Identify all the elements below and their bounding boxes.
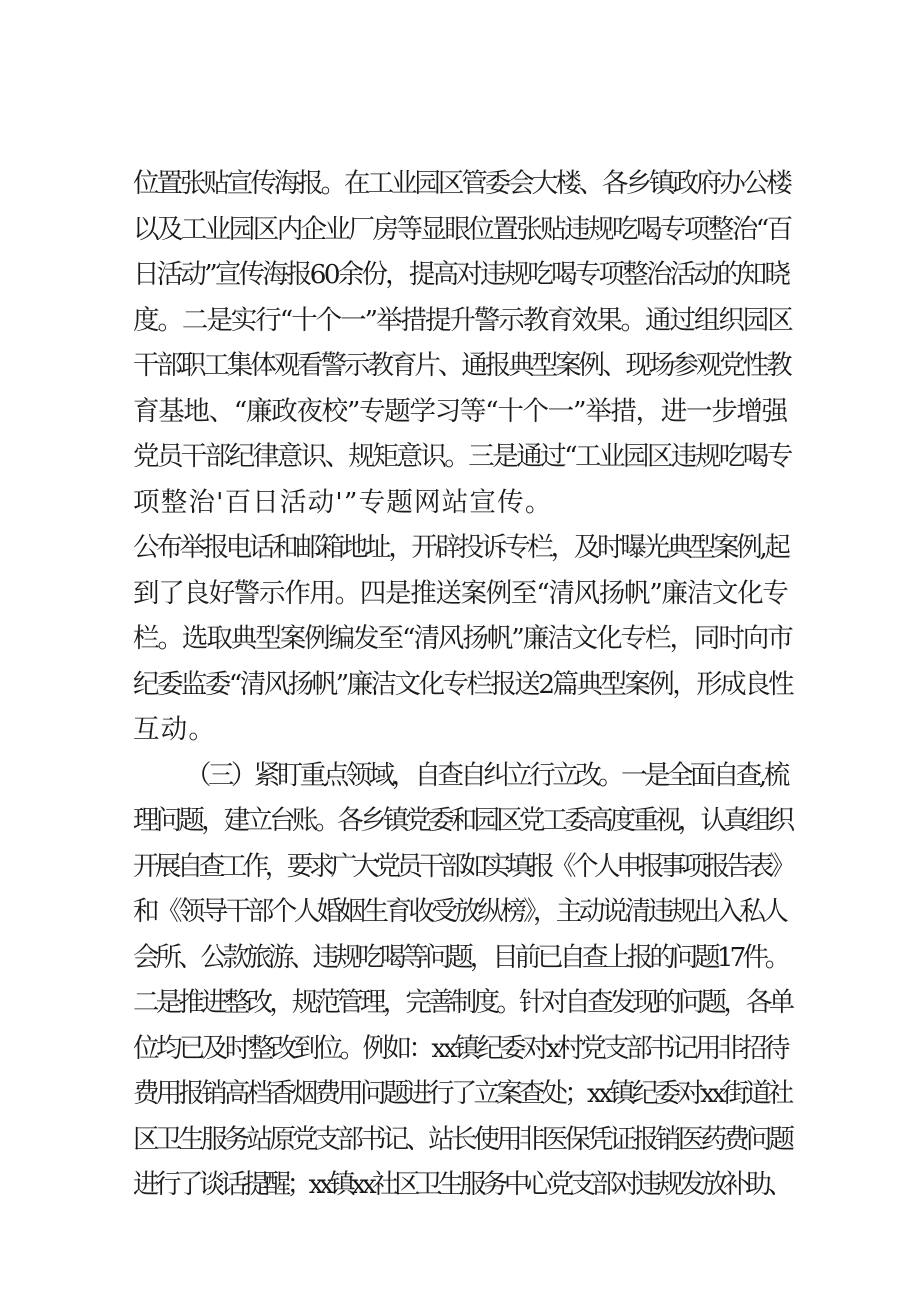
- text-line: 育基地、“廉政夜校”专题学习等“十个一”举措，进一步增强: [133, 396, 787, 427]
- text-line: 位置张贴宣传海报。在工业园区管委会大楼、各乡镇政府办公楼: [133, 168, 790, 199]
- text-line: 位均已及时整改到位。例如：xx镇纪委对x村党支部书记用非招待: [133, 1033, 787, 1064]
- text-line: 干部职工集体观看警示教育片、通报典型案例、现场参观党性教: [133, 350, 790, 381]
- text-line: 到了良好警示作用。四是推送案例至“清风扬帆”廉洁文化专: [133, 578, 788, 609]
- text-line: 日活动”宣传海报60余份，提高对违规吃喝专项整治活动的知晓: [133, 259, 789, 290]
- text-line: 和《领导干部个人婚姻生育收受放纵榜》，主动说清违规出入私人: [133, 896, 786, 927]
- text-line: 公布举报电话和邮箱地址，开辟投诉专栏，及时曝光典型案例,起: [133, 532, 788, 563]
- text-line: 会所、公款旅游、违规吃喝等问题，目前已自查上报的问题17件。: [133, 942, 788, 973]
- text-line: 理问题，建立台账。各乡镇党委和园区党工委高度重视，认真组织: [133, 805, 792, 836]
- text-line: 互动。: [133, 714, 217, 745]
- text-line: 栏。选取典型案例编发至“清风扬帆”廉洁文化专栏，同时向市: [133, 623, 792, 654]
- text-line: 开展自查工作，要求广大党员干部如实填报《个人申报事项报告表》: [133, 851, 792, 882]
- text-line: 进行了谈话提醒；xx镇xx社区卫生服务中心党支部对违规发放补助、: [133, 1169, 790, 1200]
- text-line: 费用报销高档香烟费用问题进行了立案查处；xx镇纪委对xx街道社: [133, 1078, 791, 1109]
- text-line: 纪委监委“清风扬帆”廉洁文化专栏报送2篇典型案例，形成良性: [133, 669, 793, 700]
- text-line: 二是推进整改，规范管理，完善制度。针对自查发现的问题，各单: [133, 987, 792, 1018]
- text-line: 党员干部纪律意识、规矩意识。三是通过“工业园区违规吃喝专: [133, 441, 791, 472]
- text-line: 区卫生服务站原党支部书记、站长使用非医保凭证报销医药费问题: [133, 1124, 792, 1155]
- text-line: 项整治'百日活动'”专题网站宣传。: [133, 487, 553, 518]
- text-line: 度。二是实行“十个一”举措提升警示教育效果。通过组织园区: [133, 305, 792, 336]
- section-heading-line: （三）紧盯重点领域，自查自纠立行立改。一是全面自查,梳: [185, 760, 787, 791]
- text-line: 以及工业园区内企业厂房等显眼位置张贴违规吃喝专项整治“百: [133, 214, 791, 245]
